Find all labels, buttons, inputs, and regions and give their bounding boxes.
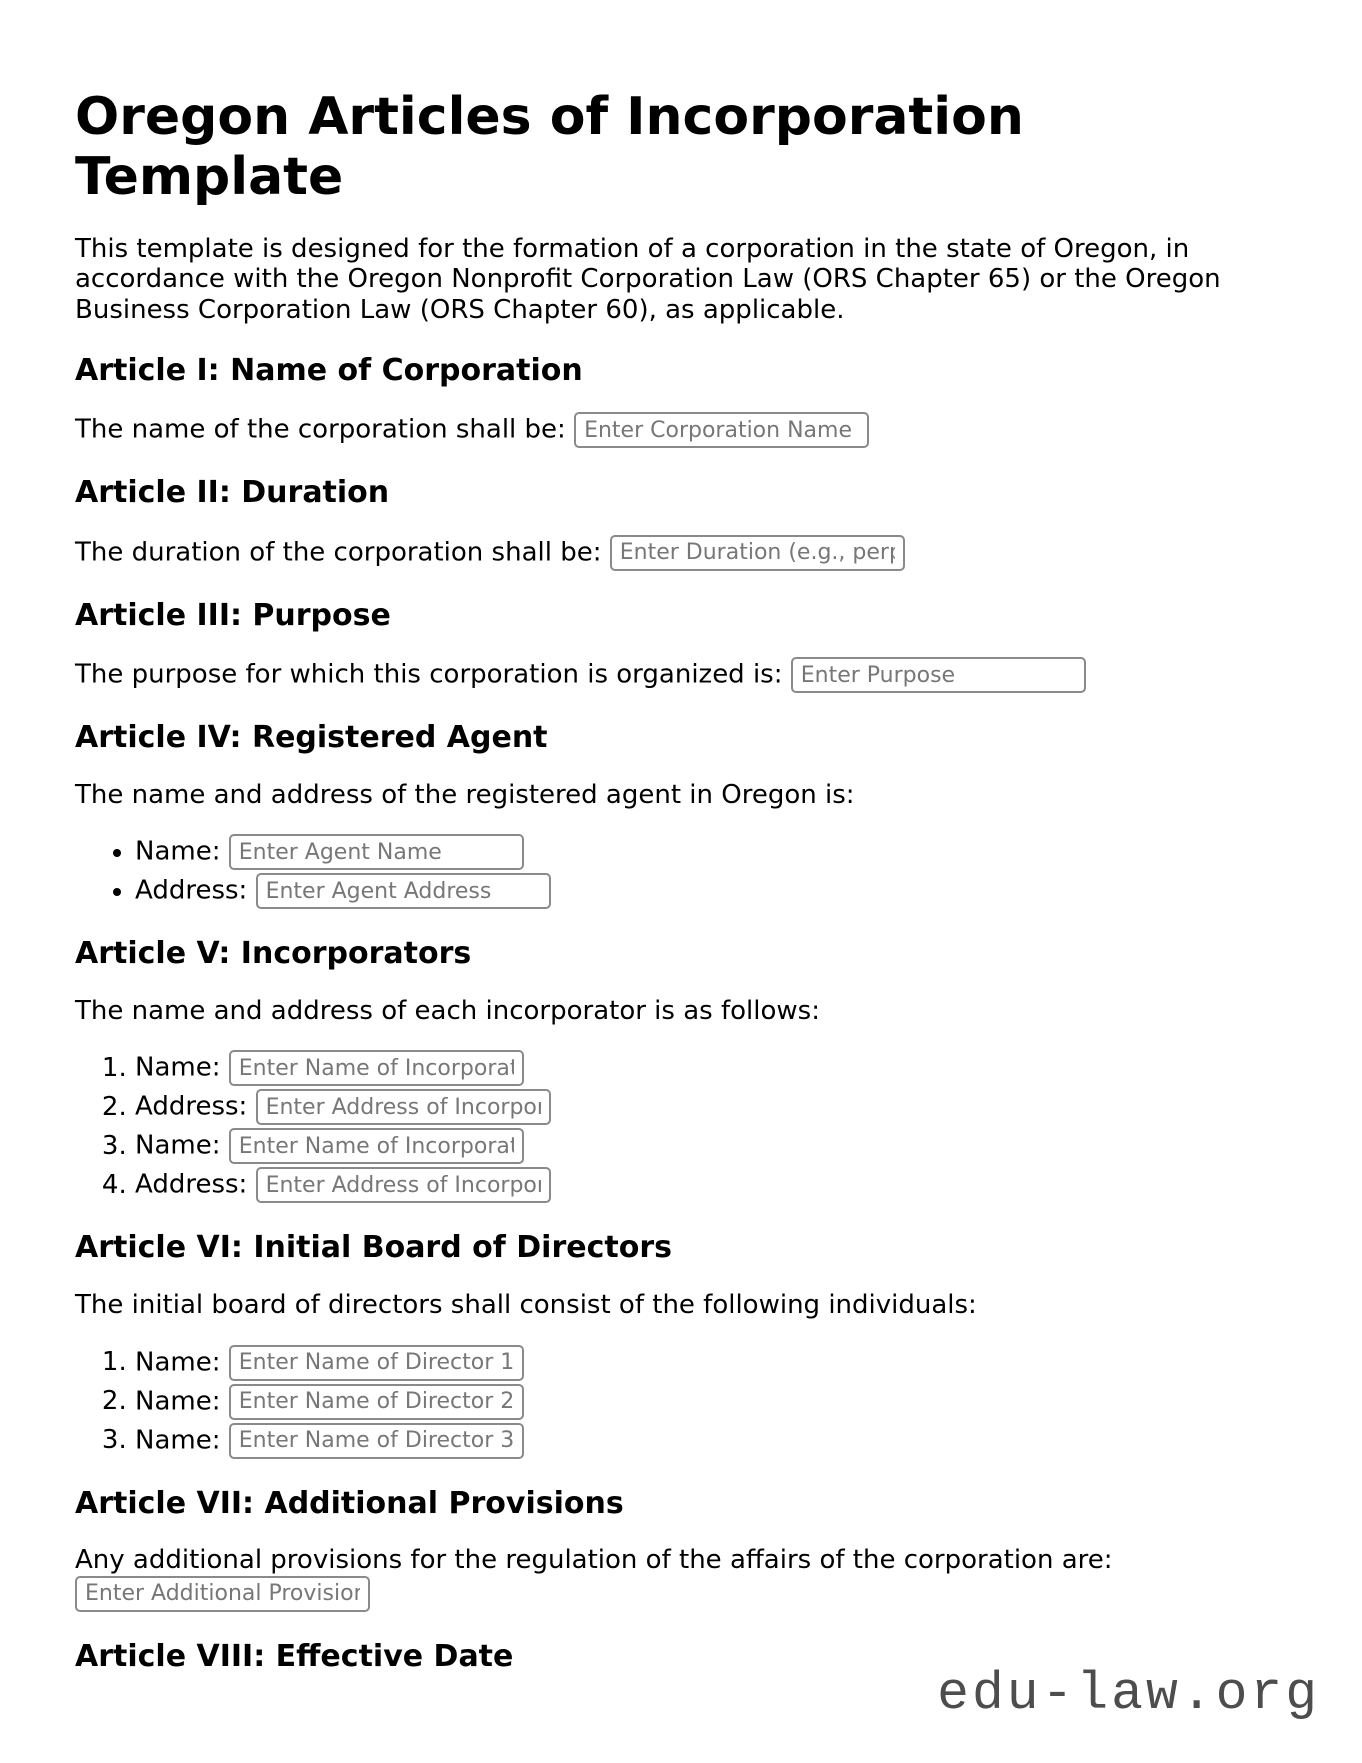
director-1-name-label: Name: [135, 1347, 221, 1378]
agent-address-input[interactable] [256, 873, 551, 909]
list-item [135, 1128, 1287, 1164]
corporation-name-line [75, 412, 1287, 448]
article-4-section [75, 721, 1287, 909]
directors-list [75, 1345, 1287, 1459]
purpose-input[interactable] [791, 657, 1086, 693]
incorporator-1-name-input[interactable] [229, 1050, 524, 1086]
list-item [135, 873, 1287, 909]
additional-provisions-line [75, 1545, 1287, 1612]
article-1-section [75, 354, 1287, 449]
duration-input[interactable] [610, 535, 905, 571]
page-title: Oregon Articles of Incorporation Template [75, 87, 1024, 207]
duration-line [75, 535, 1287, 571]
incorporator-1-address-input[interactable] [256, 1089, 551, 1125]
article-5-heading: Article V: Incorporators [75, 936, 472, 972]
purpose-line [75, 657, 1287, 693]
registered-agent-list [75, 834, 1287, 909]
corporation-name-input[interactable] [574, 412, 869, 448]
list-item [135, 1423, 1287, 1459]
registered-agent-lead: The name and address of the registered agent in Oregon is: [75, 779, 855, 810]
incorporator-1-address-label: Address: [135, 1091, 248, 1122]
list-item [135, 1167, 1287, 1203]
article-6-heading: Article VI: Initial Board of Directors [75, 1230, 672, 1266]
article-1-heading: Article I: Name of Corporation [75, 352, 583, 388]
agent-address-label: Address: [135, 875, 248, 906]
article-3-heading: Article III: Purpose [75, 597, 391, 633]
watermark: edu-law.org [937, 1664, 1320, 1724]
incorporator-2-name-label: Name: [135, 1130, 221, 1161]
article-7-heading: Article VII: Additional Provisions [75, 1485, 624, 1521]
list-item [135, 1089, 1287, 1125]
incorporator-2-name-input[interactable] [229, 1128, 524, 1164]
agent-name-label: Name: [135, 836, 221, 867]
incorporator-2-address-label: Address: [135, 1169, 248, 1200]
article-2-section [75, 476, 1287, 571]
incorporator-2-address-input[interactable] [256, 1167, 551, 1203]
director-3-name-label: Name: [135, 1425, 221, 1456]
list-item [135, 1050, 1287, 1086]
additional-provisions-input[interactable] [75, 1576, 370, 1612]
director-3-name-input[interactable] [229, 1423, 524, 1459]
directors-lead: The initial board of directors shall consist of the following individuals: [75, 1289, 977, 1320]
purpose-label: The purpose for which this corporation is organized is: [75, 659, 783, 690]
incorporators-list [75, 1050, 1287, 1203]
article-4-heading: Article IV: Registered Agent [75, 720, 548, 756]
list-item [135, 1345, 1287, 1381]
director-2-name-input[interactable] [229, 1384, 524, 1420]
corporation-name-label: The name of the corporation shall be: [75, 414, 566, 445]
director-1-name-input[interactable] [229, 1345, 524, 1381]
list-item [135, 834, 1287, 870]
article-8-heading: Article VIII: Effective Date [75, 1638, 514, 1674]
article-2-heading: Article II: Duration [75, 475, 390, 511]
agent-name-input[interactable] [229, 834, 524, 870]
additional-provisions-label: Any additional provisions for the regulation of the affairs of the corporation are: [75, 1545, 1113, 1576]
intro-paragraph: This template is designed for the formation of a corporation in the state of Oregon, in accordance with the Oregon Nonprofit Corporation Law (ORS Chapter 65) or the Oregon Business Corporation Law (ORS Chapter 60), as applicable. [75, 233, 1221, 325]
article-5-section [75, 937, 1287, 1203]
article-6-section [75, 1231, 1287, 1458]
article-3-section [75, 599, 1287, 694]
incorporators-lead: The name and address of each incorporator is as follows: [75, 995, 820, 1026]
list-item [135, 1384, 1287, 1420]
incorporator-1-name-label: Name: [135, 1052, 221, 1083]
article-7-section [75, 1487, 1287, 1612]
director-2-name-label: Name: [135, 1386, 221, 1417]
duration-label: The duration of the corporation shall be: [75, 537, 602, 568]
